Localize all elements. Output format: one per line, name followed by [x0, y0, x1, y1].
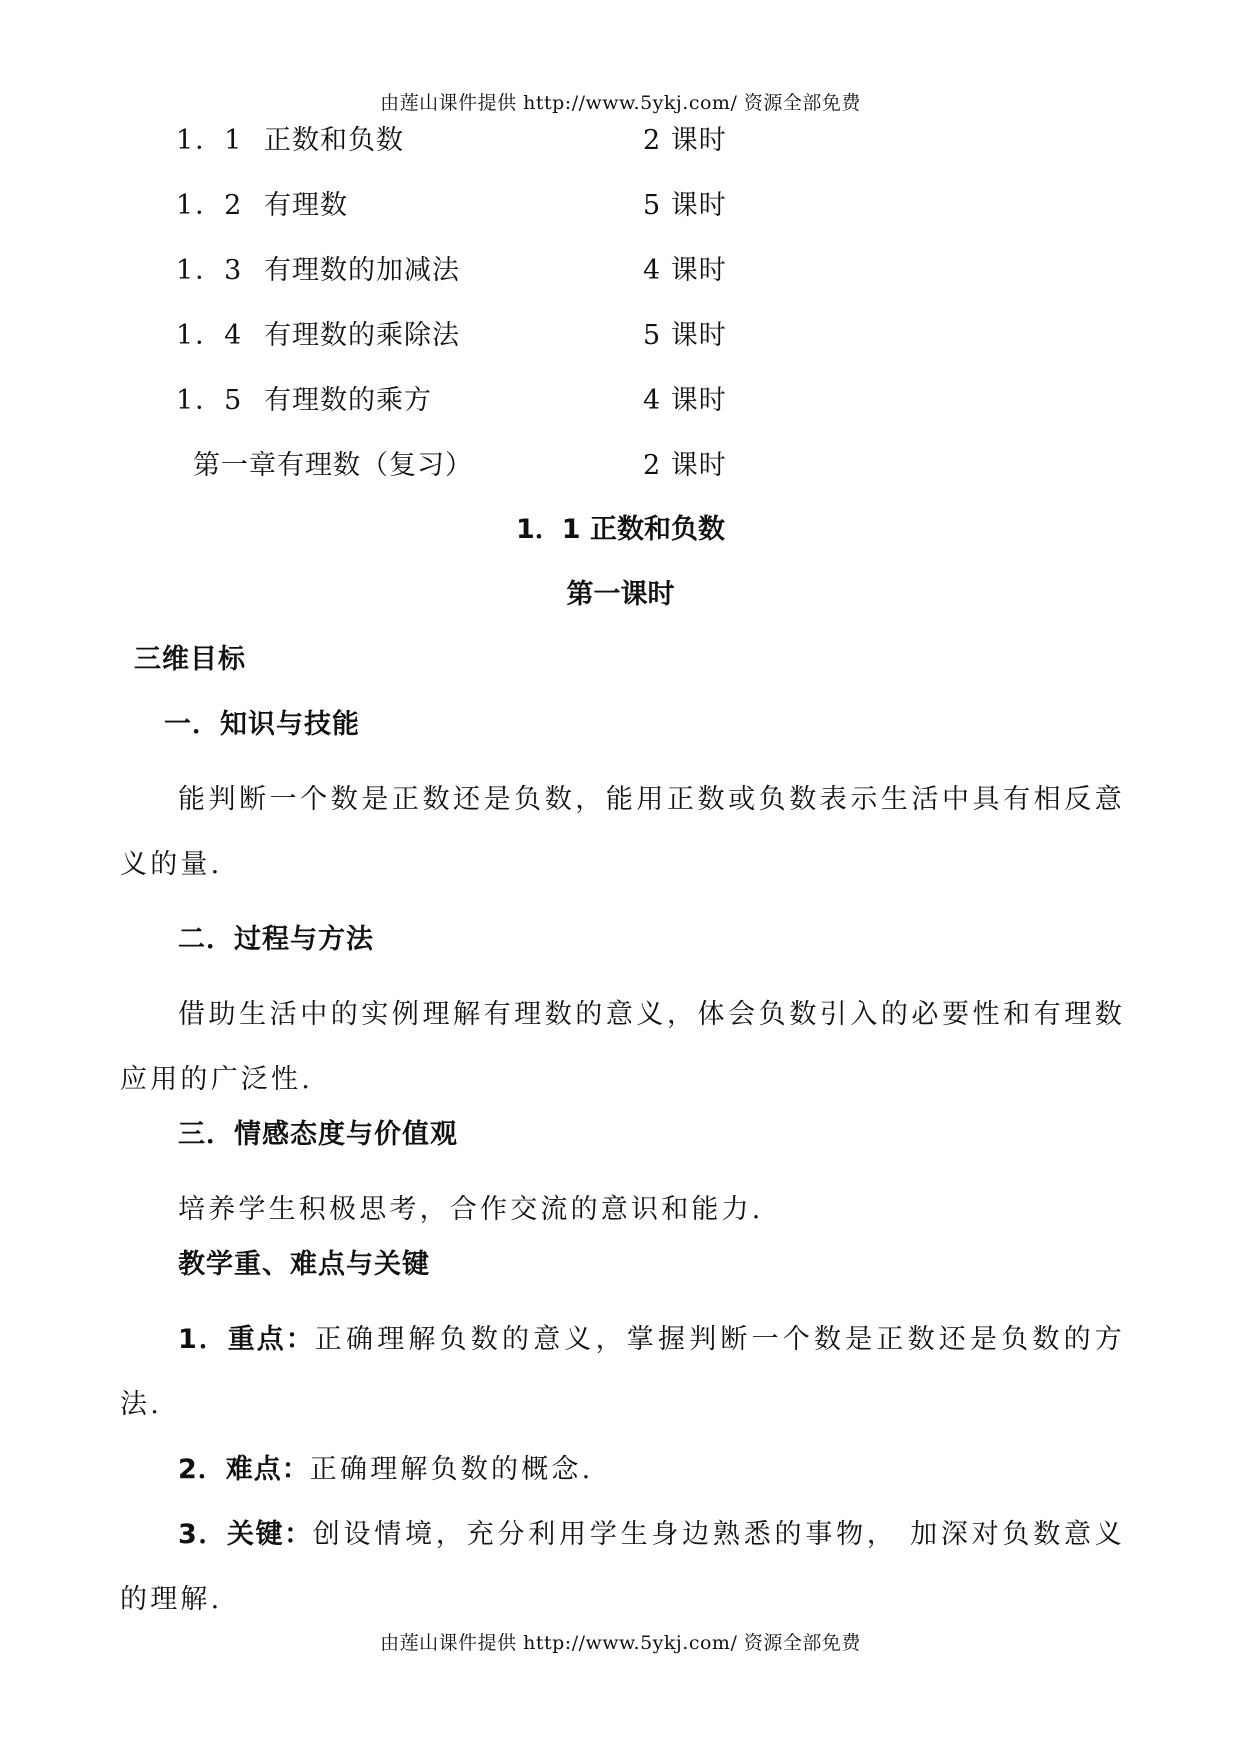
focus-paragraph — [120, 1307, 1125, 1437]
toc-number: 1．5 — [176, 385, 244, 416]
toc-hours: 2 课时 — [643, 450, 727, 481]
page-header: 由莲山课件提供 http://www.5ykj.com/ 资源全部免费 — [380, 92, 861, 114]
difficulty-text: 正确理解负数的概念. — [309, 1454, 594, 1485]
toc-title: 正数和负数 — [264, 125, 404, 156]
toc-title: 有理数的加减法 — [264, 255, 460, 286]
toc-number: 1．2 — [176, 190, 244, 221]
toc-row — [0, 313, 1241, 353]
knowledge-heading: 一．知识与技能 — [164, 709, 360, 740]
toc-title: 有理数 — [264, 190, 348, 221]
emotion-paragraph: 培养学生积极思考，合作交流的意识和能力. — [178, 1194, 764, 1225]
toc-hours: 4 课时 — [643, 385, 727, 416]
knowledge-paragraph: 能判断一个数是正数还是负数，能用正数或负数表示生活中具有相反意义的量. — [120, 784, 1125, 880]
difficulty-label: 2．难点： — [178, 1454, 310, 1485]
toc-hours: 2 课时 — [643, 125, 727, 156]
page-footer: 由莲山课件提供 http://www.5ykj.com/ 资源全部免费 — [380, 1632, 861, 1654]
toc-row-review — [0, 443, 1241, 483]
emotion-heading: 三．情感态度与价值观 — [178, 1119, 458, 1150]
toc-hours: 4 课时 — [643, 255, 727, 286]
toc-row — [0, 118, 1241, 158]
focus-text: 正确理解负数的意义，掌握判断一个数是正数还是负数的方法. — [120, 1324, 1125, 1420]
toc-title: 有理数的乘除法 — [264, 320, 460, 351]
toc-hours: 5 课时 — [643, 190, 727, 221]
key-text: 创设情境，充分利用学生身边熟悉的事物， 加深对负数意义的理解. — [120, 1519, 1125, 1615]
process-paragraph: 借助生活中的实例理解有理数的意义，体会负数引入的必要性和有理数应用的广泛性. — [120, 999, 1125, 1095]
toc-row — [0, 183, 1241, 223]
goals-heading: 三维目标 — [134, 644, 246, 675]
toc-number: 1．3 — [176, 255, 244, 286]
process-heading: 二．过程与方法 — [178, 924, 374, 955]
key-paragraph — [120, 1502, 1125, 1632]
toc-row — [0, 248, 1241, 288]
toc-title: 有理数的乘方 — [264, 385, 432, 416]
key-points-heading: 教学重、难点与关键 — [178, 1249, 430, 1280]
focus-label: 1．重点： — [178, 1324, 315, 1355]
toc-row — [0, 378, 1241, 418]
section-title: 1．1 正数和负数 — [516, 514, 725, 545]
toc-hours: 5 课时 — [643, 320, 727, 351]
lesson-title: 第一课时 — [566, 579, 675, 610]
toc-number: 1．1 — [176, 125, 244, 156]
toc-title: 第一章有理数（复习） — [193, 450, 473, 481]
toc-number: 1．4 — [176, 320, 244, 351]
key-label: 3．关键： — [178, 1519, 313, 1550]
difficulty-paragraph — [120, 1437, 1125, 1502]
